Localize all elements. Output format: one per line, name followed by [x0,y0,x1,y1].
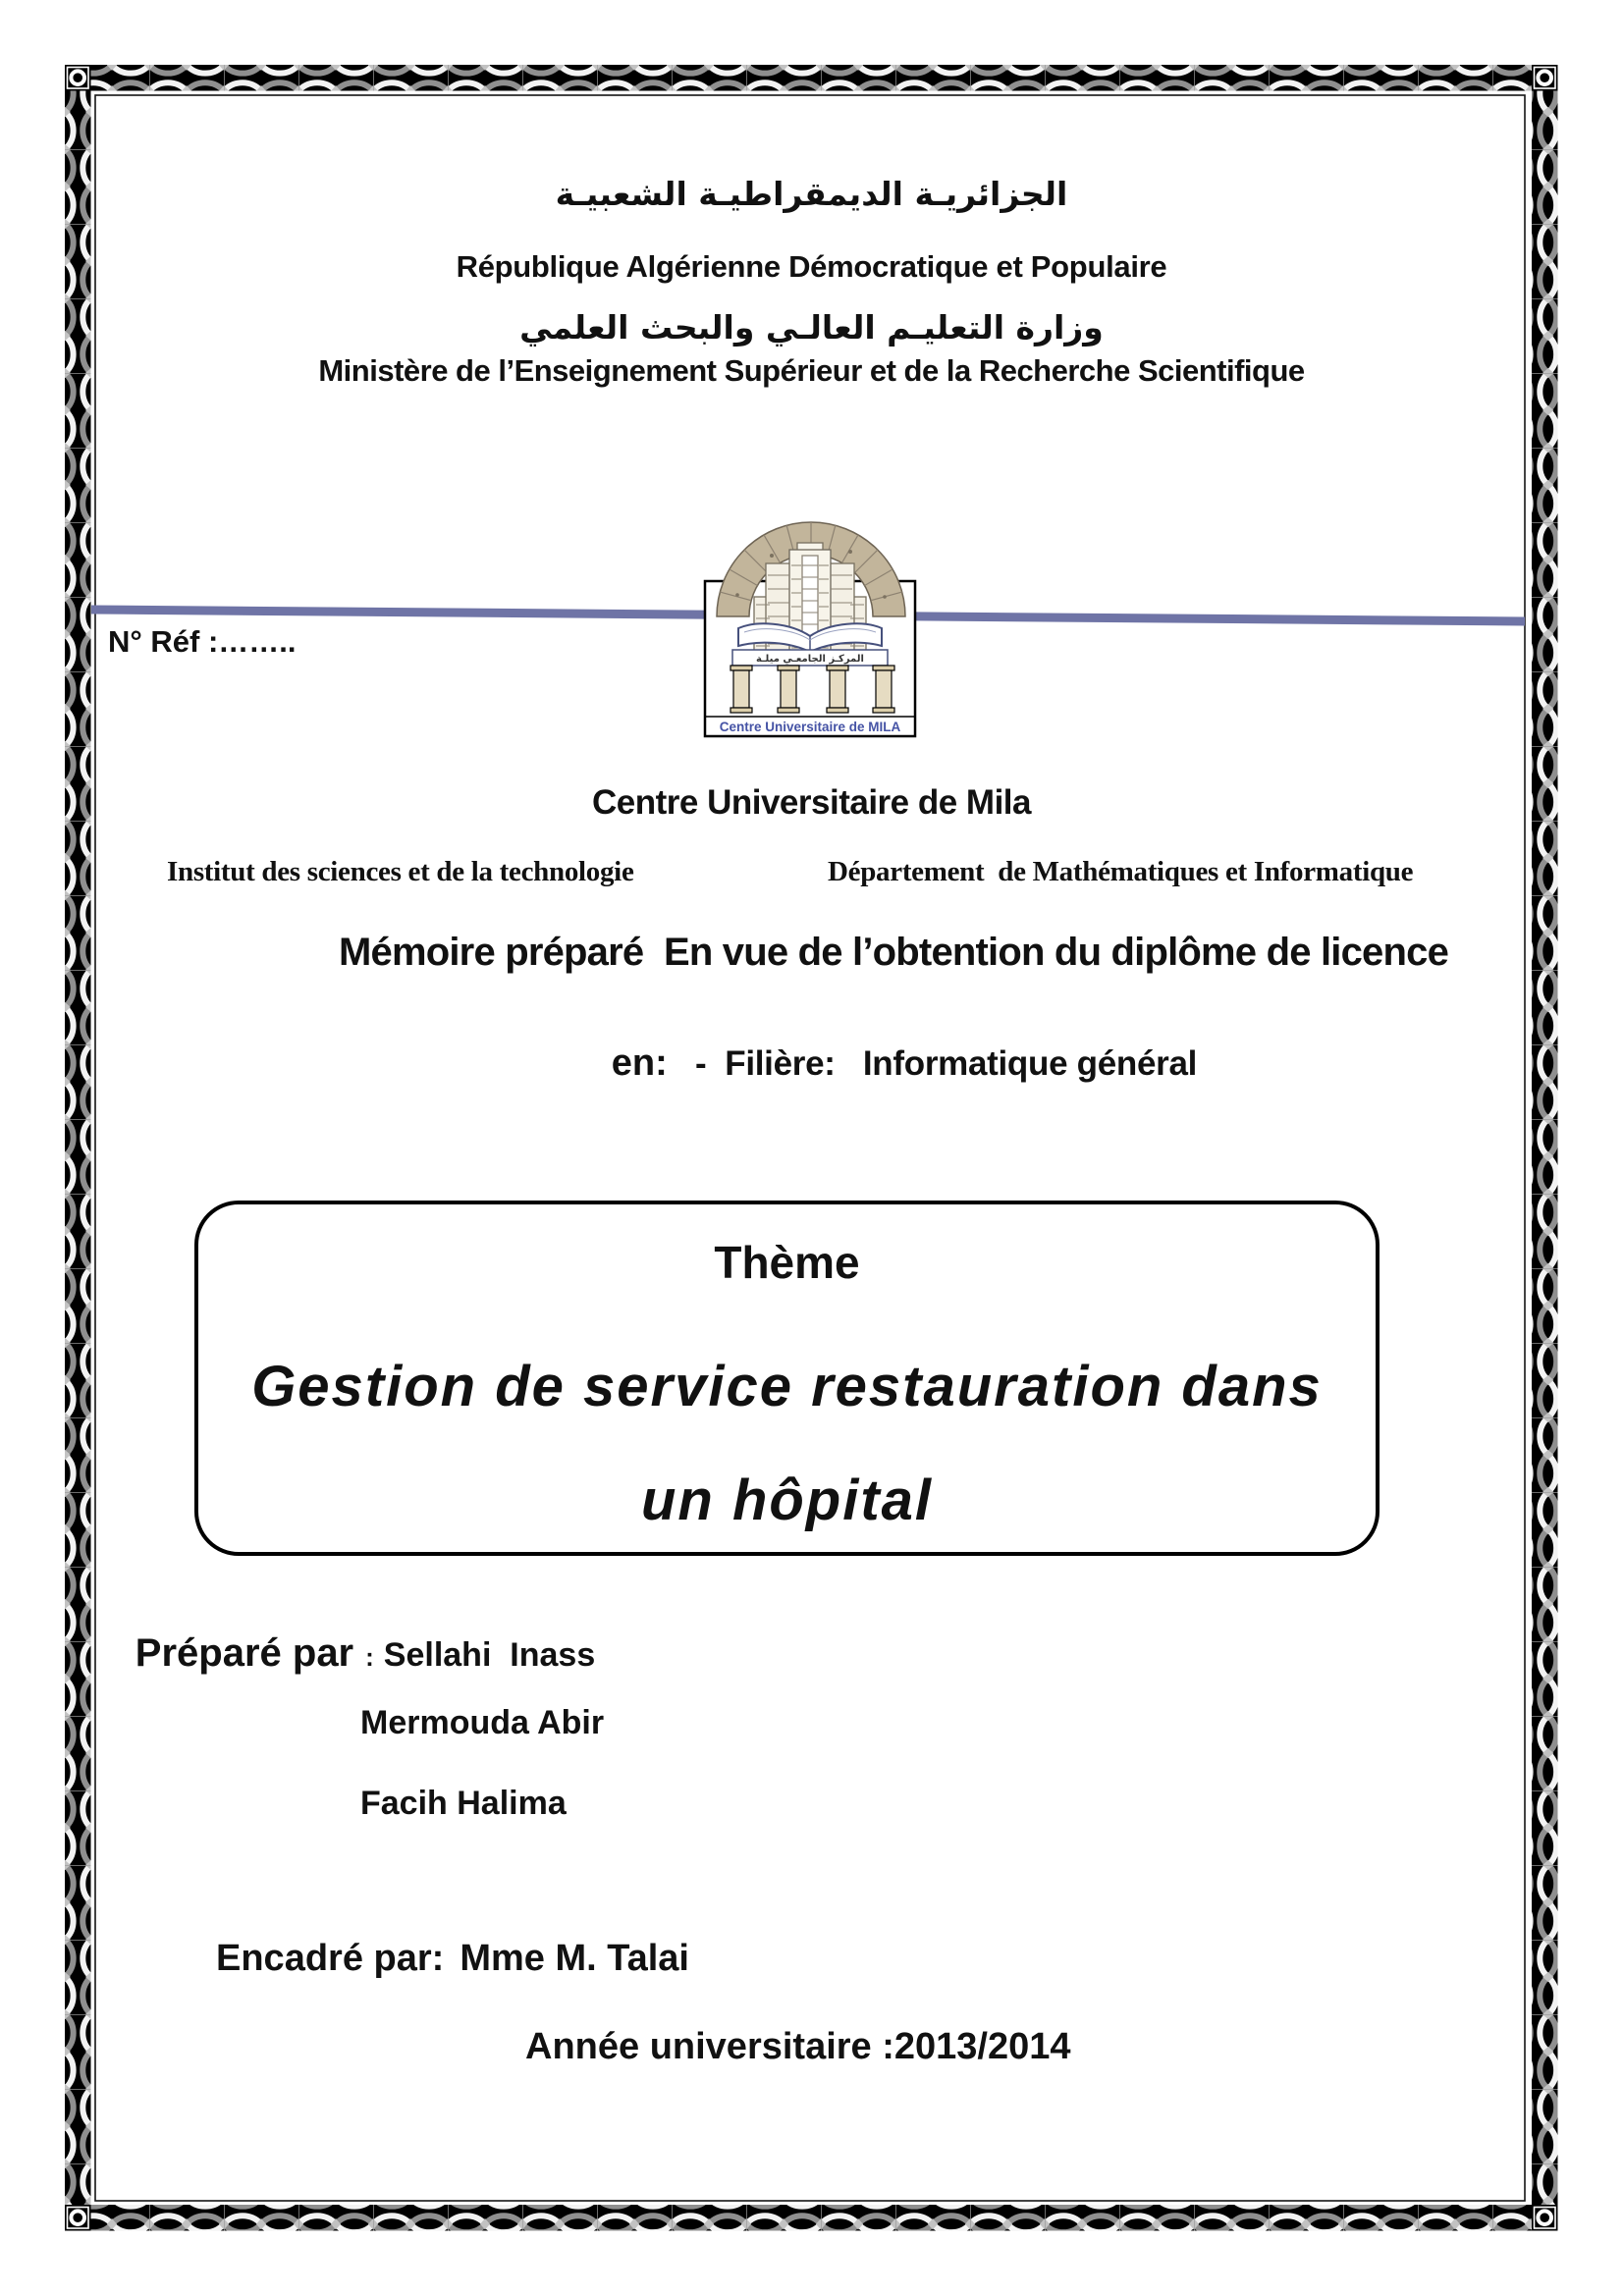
border-band-left [65,90,91,2205]
prepared-by-colon: : [365,1642,374,1672]
academic-year: Année universitaire :2013/2014 [525,2026,1071,2067]
student-name-2: Mermouda Abir [360,1704,605,1741]
inner-rule [95,95,1525,2201]
supervisor-label: Encadré par: [216,1938,445,1979]
arabic-republic-line: الجزائريـة الديمقراطيـة الشعبيـة [555,175,1068,213]
student-name-1: Sellahi Inass [383,1636,596,1674]
department-name: Département de Mathématiques et Informatique [828,856,1414,887]
theme-title-line2: un hôpital [640,1468,934,1532]
arabic-ministry-line: وزارة التعليـم العالـي والبحث العلمي [519,308,1104,347]
border-corner-ornament [65,65,91,91]
border-corner-ornament [1532,65,1558,91]
theme-box [194,1201,1380,1556]
logo-caption: Centre Universitaire de MILA [719,720,901,734]
supervisor-name: Mme M. Talai [460,1938,689,1979]
french-republic-line: République Algérienne Démocratique et Populaire [456,249,1167,284]
field-value: - Filière: Informatique général [667,1044,1198,1083]
university-logo [703,507,917,740]
border-band-right [1532,90,1558,2205]
reference-number: N° Réf :…….. [108,624,297,659]
prepared-by-label: Préparé par [135,1631,354,1675]
field-line [594,1025,1197,1102]
theme-title-line1: Gestion de service restauration dans [251,1355,1323,1418]
supervisor-row [216,1938,689,1980]
border-band-bottom [90,2205,1532,2231]
border-corner-ornament [1532,2205,1558,2231]
border-corner-ornament [65,2205,91,2231]
border-band-top [90,65,1532,91]
french-ministry-line: Ministère de l’Enseignement Supérieur et de la Recherche Scientifique [318,353,1305,388]
student-name-3: Facih Halima [360,1785,567,1822]
prepared-by-row [118,1614,595,1693]
field-prefix: en: [611,1042,668,1084]
memoir-line: Mémoire préparé En vue de l’obtention du diplôme de licence [339,931,1449,974]
university-name: Centre Universitaire de Mila [592,783,1031,822]
institute-name: Institut des sciences et de la technologie [167,856,634,887]
logo-arabic-band: المركـز الجامعـي ميلـة [756,654,864,665]
theme-heading: Thème [714,1237,860,1288]
